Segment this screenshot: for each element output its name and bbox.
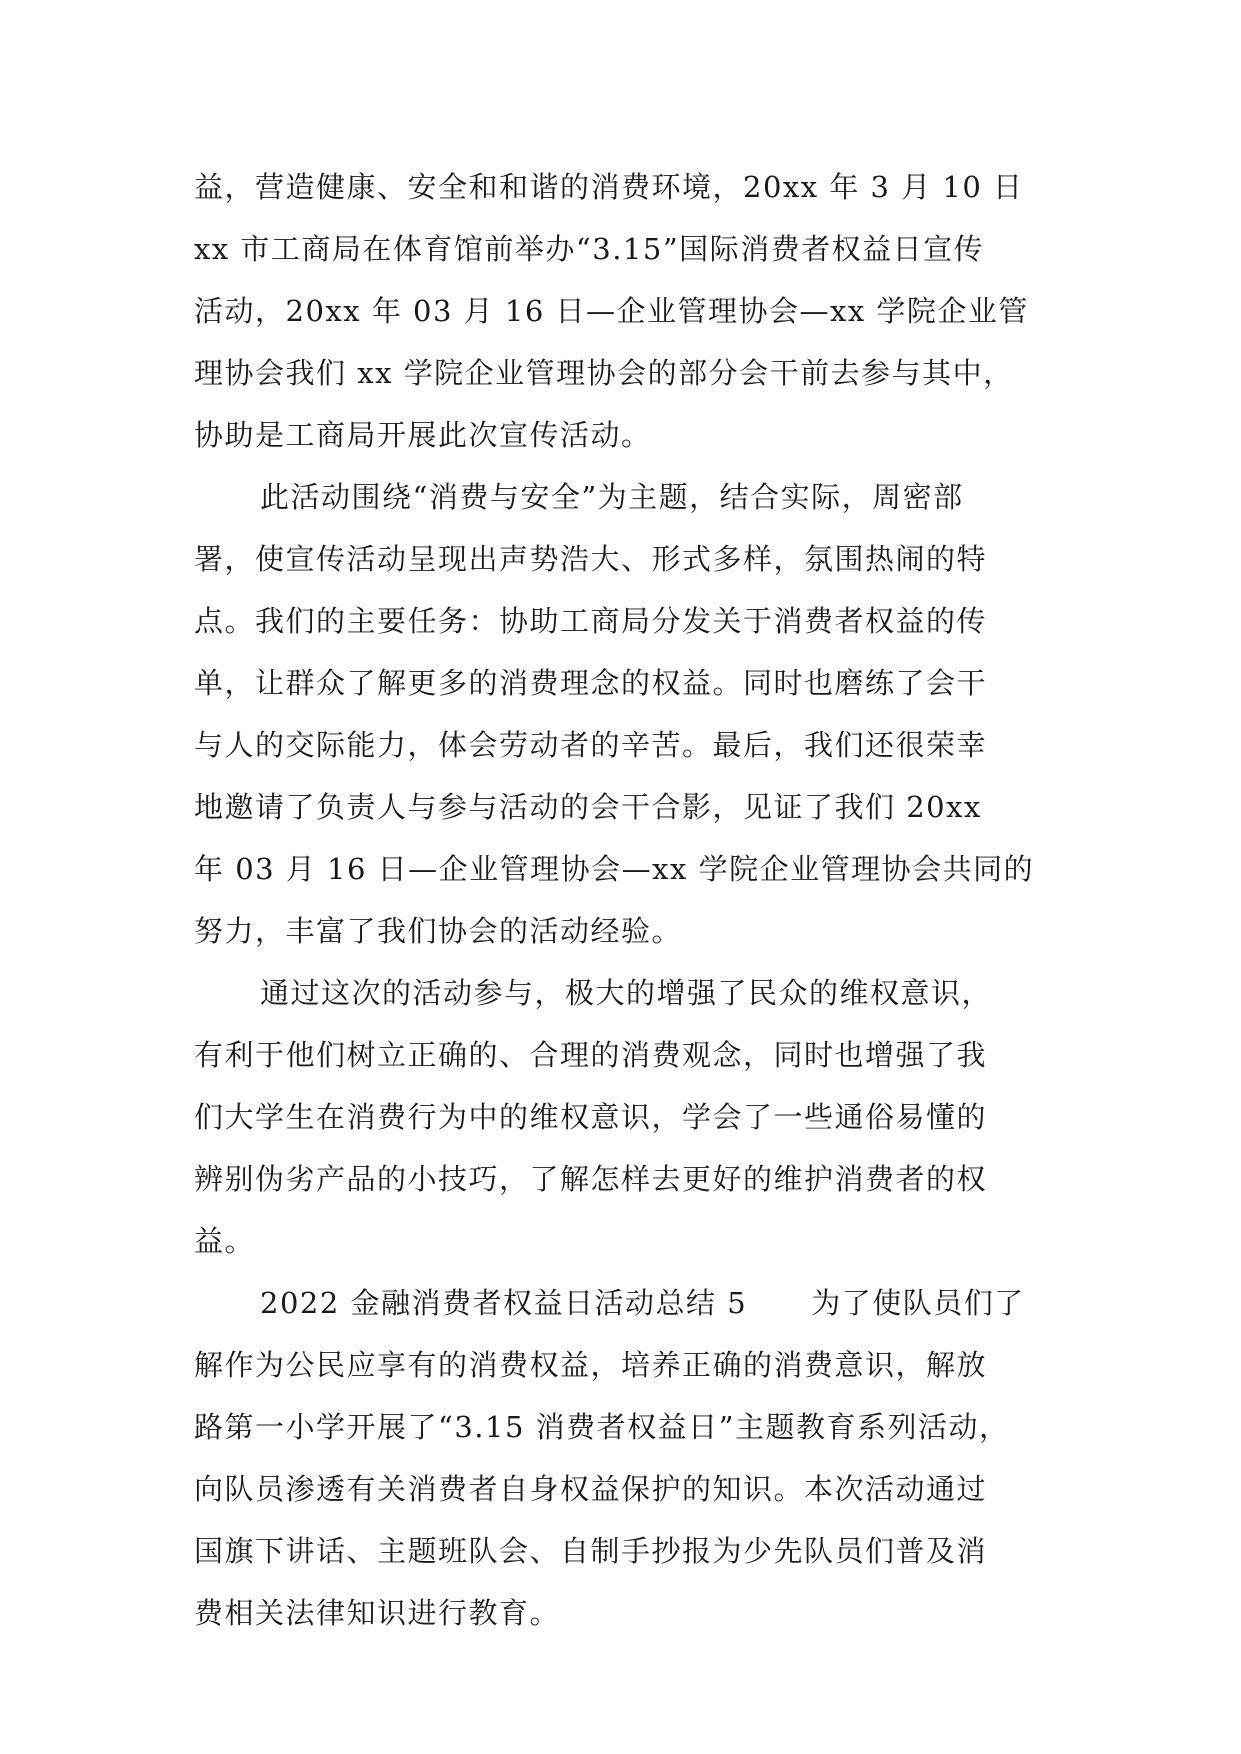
text-line: 年 03 月 16 日—企业管理协会—xx 学院企业管理协会共同的	[194, 852, 1035, 886]
section-heading: 2022 金融消费者权益日活动总结 5	[260, 1286, 748, 1320]
text-line: 努力，丰富了我们协会的活动经验。	[194, 914, 683, 948]
text-line: 与人的交际能力，体会劳动者的辛苦。最后，我们还很荣幸	[194, 728, 988, 762]
text-line: 署，使宣传活动呈现出声势浩大、形式多样，氛围热闹的特	[194, 542, 988, 576]
text-line: 有利于他们树立正确的、合理的消费观念，同时也增强了我	[194, 1038, 988, 1072]
text-line: 解作为公民应享有的消费权益，培养正确的消费意识，解放	[194, 1348, 988, 1382]
text-line: 点。我们的主要任务：协助工商局分发关于消费者权益的传	[194, 604, 988, 638]
text-line: 向队员渗透有关消费者自身权益保护的知识。本次活动通过	[194, 1472, 988, 1506]
text-line: 费相关法律知识进行教育。	[194, 1596, 561, 1630]
paragraph-3	[194, 962, 1054, 1272]
text-line: 益，营造健康、安全和和谐的消费环境，20xx 年 3 月 10 日	[194, 170, 1024, 204]
text-line-with-heading	[194, 1272, 1054, 1334]
text-line: 通过这次的活动参与，极大的增强了民众的维权意识，	[260, 976, 993, 1010]
text-line: 们大学生在消费行为中的维权意识，学会了一些通俗易懂的	[194, 1100, 988, 1134]
text-line: xx 市工商局在体育馆前举办“3.15”国际消费者权益日宣传	[194, 232, 985, 266]
text-line: 辨别伪劣产品的小技巧，了解怎样去更好的维护消费者的权	[194, 1162, 988, 1196]
paragraph-4	[194, 1272, 1054, 1644]
document-body	[194, 156, 1054, 1644]
text-fragment: 为了使队员们了	[811, 1286, 1025, 1320]
paragraph-1	[194, 156, 1054, 466]
text-line: 地邀请了负责人与参与活动的会干合影，见证了我们 20xx	[194, 790, 982, 824]
text-line: 国旗下讲话、主题班队会、自制手抄报为少先队员们普及消	[194, 1534, 988, 1568]
text-line: 益。	[194, 1224, 256, 1258]
paragraph-2	[194, 466, 1054, 962]
text-line: 路第一小学开展了“3.15 消费者权益日”主题教育系列活动，	[194, 1410, 1010, 1444]
text-line: 单，让群众了解更多的消费理念的权益。同时也磨练了会干	[194, 666, 988, 700]
text-line: 协助是工商局开展此次宣传活动。	[194, 418, 652, 452]
text-line: 理协会我们 xx 学院企业管理协会的部分会干前去参与其中，	[194, 356, 1014, 390]
text-line: 此活动围绕“消费与安全”为主题，结合实际，周密部	[260, 480, 964, 514]
text-line: 活动，20xx 年 03 月 16 日—企业管理协会—xx 学院企业管	[194, 294, 1029, 328]
